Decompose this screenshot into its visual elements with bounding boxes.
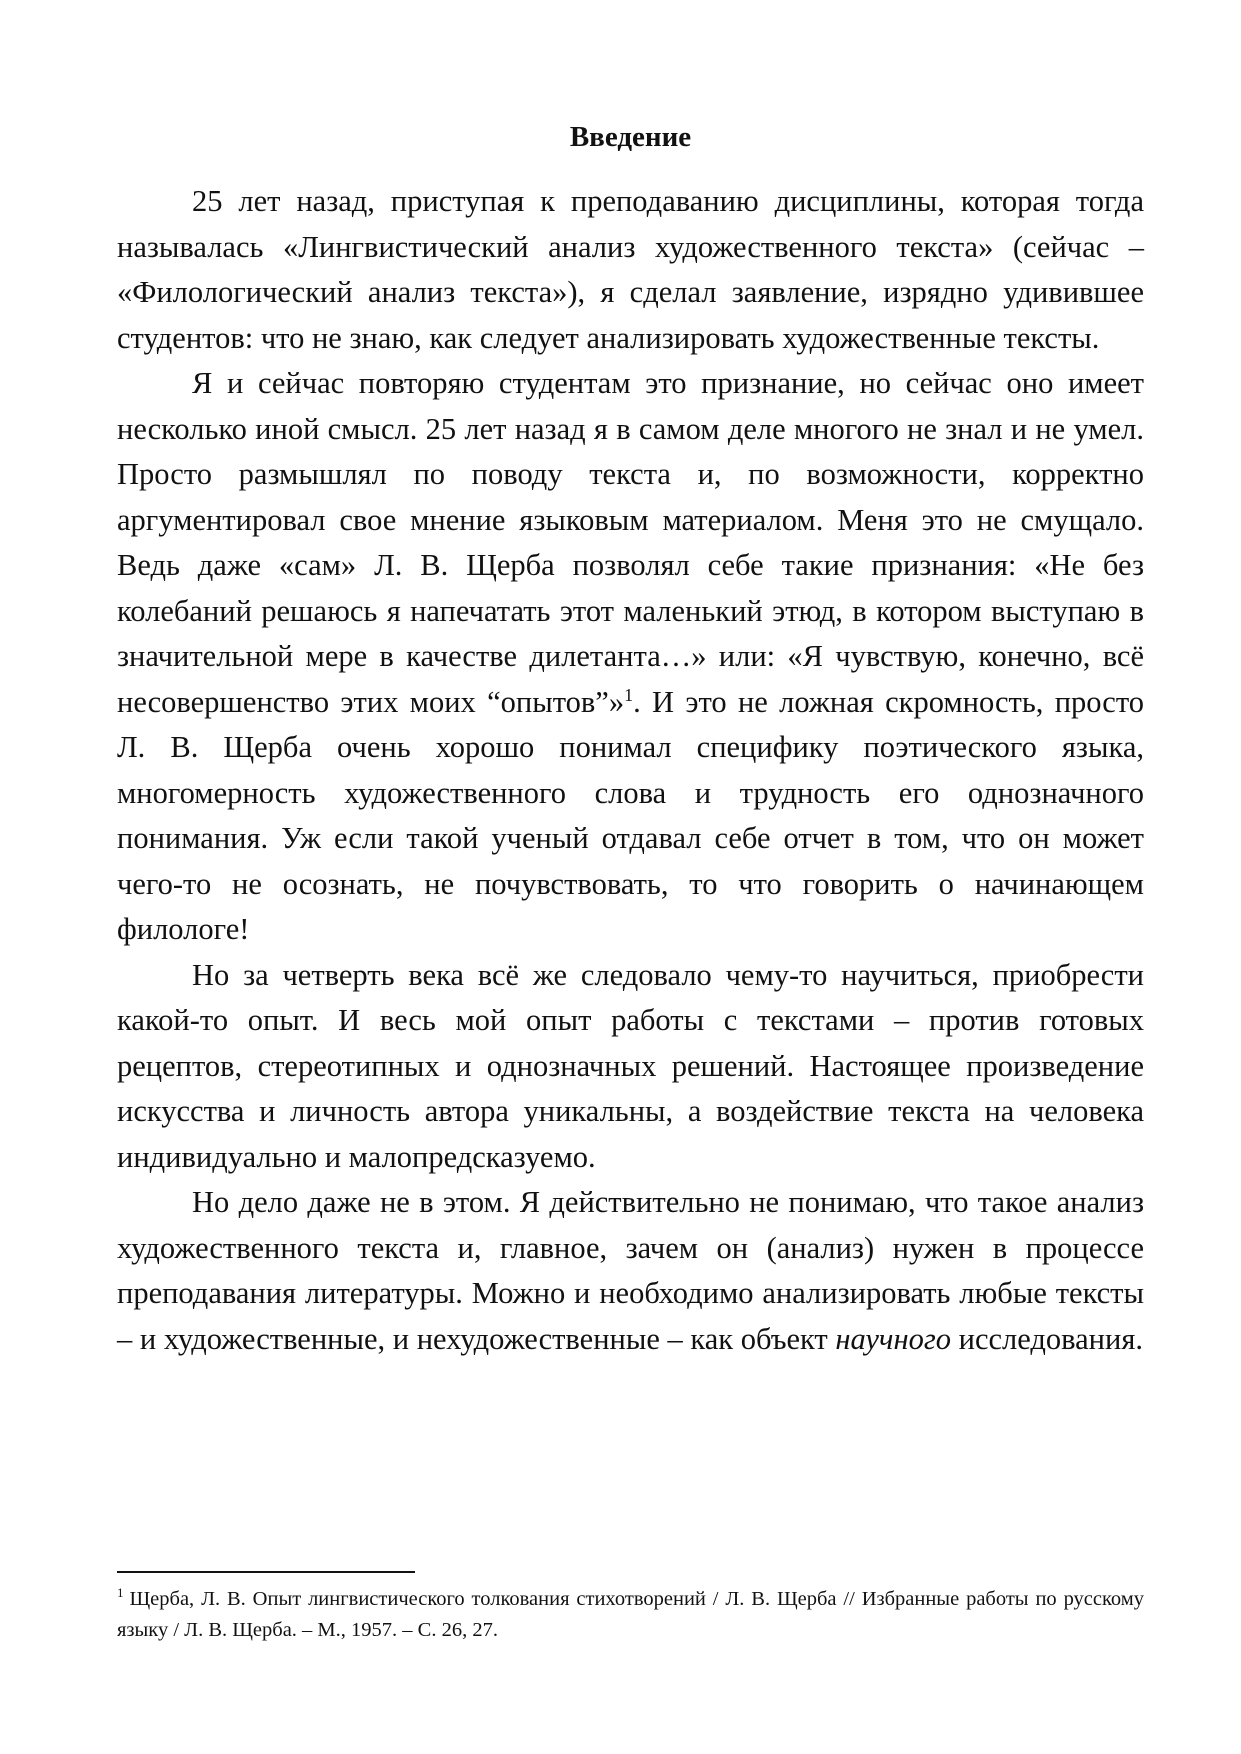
paragraph-3: Но за четверть века всё же следовало чему-то научиться, приобрести какой-то опыт. И весь мой опыт работы с текстами – против готовых рецептов, стереотипных и однозначных решений. Настоящее произведение искусства и личность автора уникальны, а воздействие текста на человека индивидуально и малопредсказуемо. (117, 957, 1144, 1174)
footnote-reference[interactable]: 1 (624, 684, 634, 705)
paragraph-2-text-before-note: Я и сейчас повторяю студентам это признание, но сейчас оно имеет несколько иной смысл. 25 лет назад я в самом деле многого не знал и не умел. Просто размышлял по поводу текста и, по возможности, корректно аргументировал свое мнение языковым материалом. Меня это не смущало. Ведь даже «сам» Л. В. Щерба позволял себе такие признания: «Не без колебаний решаюсь я напечатать этот маленький этюд, в котором выступаю в значительной мере в качестве дилетанта…» или: «Я чувствую, конечно, всё несовершенство этих моих “опытов”» (117, 366, 1144, 719)
page-body (117, 100, 1144, 1362)
paragraph-2-text-after-note: . И это не ложная скромность, просто Л. В. Щерба очень хорошо понимал специфику поэтического языка, многомерность художественного слова и трудность его однозначного понимания. Уж если такой ученый отдавал себе отчет в том, что он может чего-то не осознать, не почувствовать, то что говорить о начинающем филологе! (117, 684, 1145, 946)
paragraph-2 (117, 361, 1144, 953)
paragraph-4-text-before-italic: Но дело даже не в этом. Я действительно не понимаю, что такое анализ художественного текста и, главное, зачем он (анализ) нужен в процессе преподавания литературы. Можно и необходимо анализировать любые тексты – и художественные, и нехудожественные – как объект (117, 1185, 1144, 1356)
footnote-divider (117, 1571, 415, 1573)
footnote-text: Щерба, Л. В. Опыт лингвистического толкования стихотворений / Л. В. Щерба // Избранные работы по русскому языку / Л. В. Щерба. – М., 1957. – С. 26, 27. (117, 1588, 1144, 1641)
italic-emphasis: научного (835, 1321, 951, 1356)
paragraph-4-text-after-italic: исследования. (951, 1321, 1143, 1356)
footnote-number: 1 (117, 1585, 124, 1601)
footnote (117, 1584, 1144, 1646)
paragraph-1: 25 лет назад, приступая к преподаванию дисциплины, которая тогда называлась «Лингвистический анализ художественного текста» (сейчас – «Филологический анализ текста»), я сделал заявление, изрядно удивившее студентов: что не знаю, как следует анализировать художественные тексты. (117, 184, 1144, 355)
paragraph-4 (117, 1180, 1144, 1362)
page-title: Введение (569, 121, 692, 153)
